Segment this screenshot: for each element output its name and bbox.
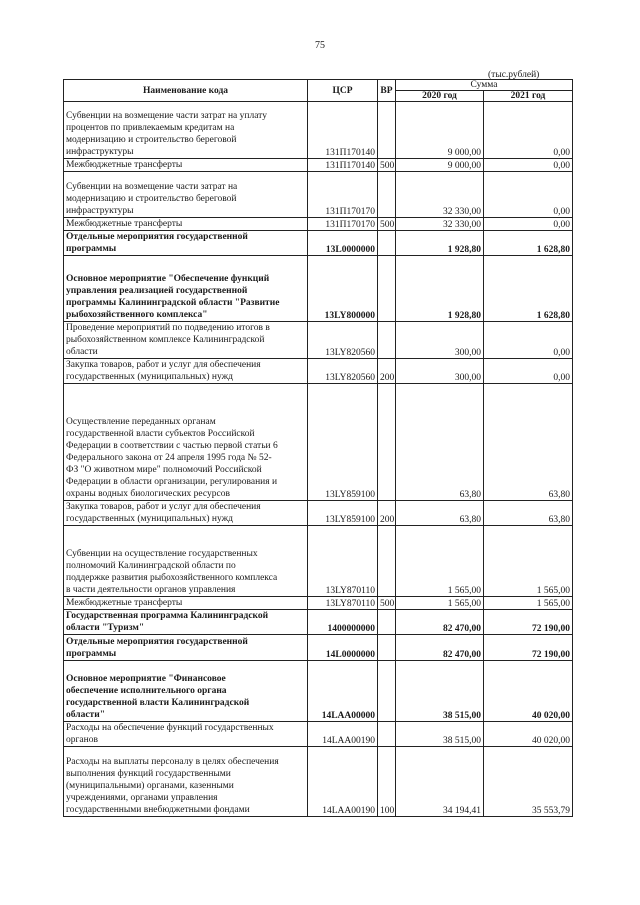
row-value-2021: 35 553,79: [484, 747, 573, 817]
row-name: Расходы на обеспечение функций государственных органов: [64, 722, 308, 747]
header-2021: 2021 год: [484, 91, 573, 102]
row-csr: 131П170170: [308, 172, 378, 218]
row-vr: [378, 661, 396, 722]
row-csr: 1400000000: [308, 610, 378, 635]
row-name: Субвенции на возмещение части затрат на уплату процентов по привлекаемым кредитам на модернизацию и строительство береговой инфраструктуры: [64, 102, 308, 159]
header-vr: ВР: [378, 80, 396, 102]
row-vr: 500: [378, 597, 396, 610]
row-vr: 500: [378, 218, 396, 231]
row-value-2021: 0,00: [484, 102, 573, 159]
row-name: Отдельные мероприятия государственной программы: [64, 635, 308, 661]
row-value-2020: 1 928,80: [396, 231, 484, 256]
row-value-2020: 1 928,80: [396, 256, 484, 322]
row-vr: [378, 256, 396, 322]
row-value-2020: 9 000,00: [396, 159, 484, 172]
row-value-2021: 0,00: [484, 322, 573, 359]
table-row: [64, 747, 573, 817]
row-value-2021: 72 190,00: [484, 635, 573, 661]
row-csr: 14LAA00000: [308, 661, 378, 722]
row-value-2020: 32 330,00: [396, 172, 484, 218]
row-name: Основное мероприятие "Финансовое обеспечение исполнительного органа государственной власти Калининградской области": [64, 661, 308, 722]
row-value-2020: 34 194,41: [396, 747, 484, 817]
table-row: [64, 256, 573, 322]
row-vr: [378, 722, 396, 747]
row-value-2020: 38 515,00: [396, 661, 484, 722]
table-body: [64, 102, 573, 817]
table-row: [64, 610, 573, 635]
row-value-2021: 40 020,00: [484, 661, 573, 722]
row-csr: 13LY859100: [308, 384, 378, 501]
row-value-2021: 40 020,00: [484, 722, 573, 747]
row-name: Расходы на выплаты персоналу в целях обеспечения выполнения функций государственными (муниципальными) органами, казенными учреждениями, органами управления государственными внебюджетными фондами: [64, 747, 308, 817]
row-name: Межбюджетные трансферты: [64, 159, 308, 172]
row-csr: 14LAA00190: [308, 747, 378, 817]
row-value-2020: 9 000,00: [396, 102, 484, 159]
row-csr: 13LY820560: [308, 359, 378, 384]
table-row: [64, 384, 573, 501]
row-vr: 500: [378, 159, 396, 172]
row-vr: 200: [378, 501, 396, 526]
row-value-2020: 63,80: [396, 384, 484, 501]
header-name: Наименование кода: [64, 80, 308, 102]
row-name: Осуществление переданных органам государственной власти субъектов Российской Федерации в соответствии с частью первой статьи 6 Федерального закона от 24 апреля 1995 года № 52- ФЗ "О животном мире" полномочий Российской Федерации в области организации, регулирования и охраны водных биологических ресурсов: [64, 384, 308, 501]
budget-table: [63, 79, 573, 817]
row-name: Субвенции на осуществление государственных полномочий Калининградской области по поддержке развития рыбохозяйственного комплекса в части деятельности органов управления: [64, 526, 308, 597]
row-csr: 13LY870110: [308, 597, 378, 610]
row-csr: 131П170140: [308, 159, 378, 172]
row-value-2021: 0,00: [484, 159, 573, 172]
row-csr: 14L0000000: [308, 635, 378, 661]
row-name: Проведение мероприятий по подведению итогов в рыбохозяйственном комплексе Калининградской области: [64, 322, 308, 359]
row-value-2020: 38 515,00: [396, 722, 484, 747]
row-value-2021: 0,00: [484, 172, 573, 218]
row-value-2021: 0,00: [484, 218, 573, 231]
row-value-2021: 1 628,80: [484, 256, 573, 322]
row-vr: [378, 322, 396, 359]
header-csr: ЦСР: [308, 80, 378, 102]
row-vr: [378, 526, 396, 597]
row-vr: [378, 172, 396, 218]
row-value-2021: 1 628,80: [484, 231, 573, 256]
row-value-2020: 300,00: [396, 359, 484, 384]
table-row: [64, 102, 573, 159]
row-name: Межбюджетные трансферты: [64, 597, 308, 610]
row-vr: 100: [378, 747, 396, 817]
row-csr: 13L0000000: [308, 231, 378, 256]
table-row: [64, 526, 573, 597]
row-value-2021: 1 565,00: [484, 597, 573, 610]
row-csr: 13LY870110: [308, 526, 378, 597]
row-value-2021: 72 190,00: [484, 610, 573, 635]
table-row: [64, 661, 573, 722]
row-value-2020: 63,80: [396, 501, 484, 526]
row-value-2021: 1 565,00: [484, 526, 573, 597]
units-note: (тыс.рублей): [488, 70, 540, 80]
table-row: [64, 218, 573, 231]
row-csr: 13LY800000: [308, 256, 378, 322]
row-name: Отдельные мероприятия государственной программы: [64, 231, 308, 256]
row-vr: [378, 384, 396, 501]
row-csr: 13LY820560: [308, 322, 378, 359]
row-vr: 200: [378, 359, 396, 384]
row-name: Закупка товаров, работ и услуг для обеспечения государственных (муниципальных) нужд: [64, 501, 308, 526]
table-row: [64, 722, 573, 747]
page-number: 75: [315, 40, 325, 51]
row-value-2020: 32 330,00: [396, 218, 484, 231]
table-row: [64, 501, 573, 526]
table-row: [64, 231, 573, 256]
row-vr: [378, 102, 396, 159]
row-value-2020: 82 470,00: [396, 635, 484, 661]
row-name: Субвенции на возмещение части затрат на модернизацию и строительство береговой инфраструктуры: [64, 172, 308, 218]
row-vr: [378, 231, 396, 256]
row-value-2020: 82 470,00: [396, 610, 484, 635]
row-value-2021: 63,80: [484, 501, 573, 526]
table-row: [64, 172, 573, 218]
row-vr: [378, 635, 396, 661]
row-csr: 14LAA00190: [308, 722, 378, 747]
row-csr: 131П170140: [308, 102, 378, 159]
row-name: Государственная программа Калининградской области "Туризм": [64, 610, 308, 635]
row-vr: [378, 610, 396, 635]
header-2020: 2020 год: [396, 91, 484, 102]
table-row: [64, 159, 573, 172]
header-sum: Сумма: [396, 80, 573, 91]
row-name: Закупка товаров, работ и услуг для обеспечения государственных (муниципальных) нужд: [64, 359, 308, 384]
row-csr: 13LY859100: [308, 501, 378, 526]
row-value-2020: 1 565,00: [396, 597, 484, 610]
row-value-2020: 1 565,00: [396, 526, 484, 597]
table-row: [64, 635, 573, 661]
table-row: [64, 597, 573, 610]
row-value-2021: 0,00: [484, 359, 573, 384]
row-value-2020: 300,00: [396, 322, 484, 359]
row-csr: 131П170170: [308, 218, 378, 231]
row-value-2021: 63,80: [484, 384, 573, 501]
table-row: [64, 322, 573, 359]
row-name: Основное мероприятие "Обеспечение функций управления реализацией государственной программы Калининградской области "Развитие рыбохозяйственного комплекса": [64, 256, 308, 322]
row-name: Межбюджетные трансферты: [64, 218, 308, 231]
table-row: [64, 359, 573, 384]
